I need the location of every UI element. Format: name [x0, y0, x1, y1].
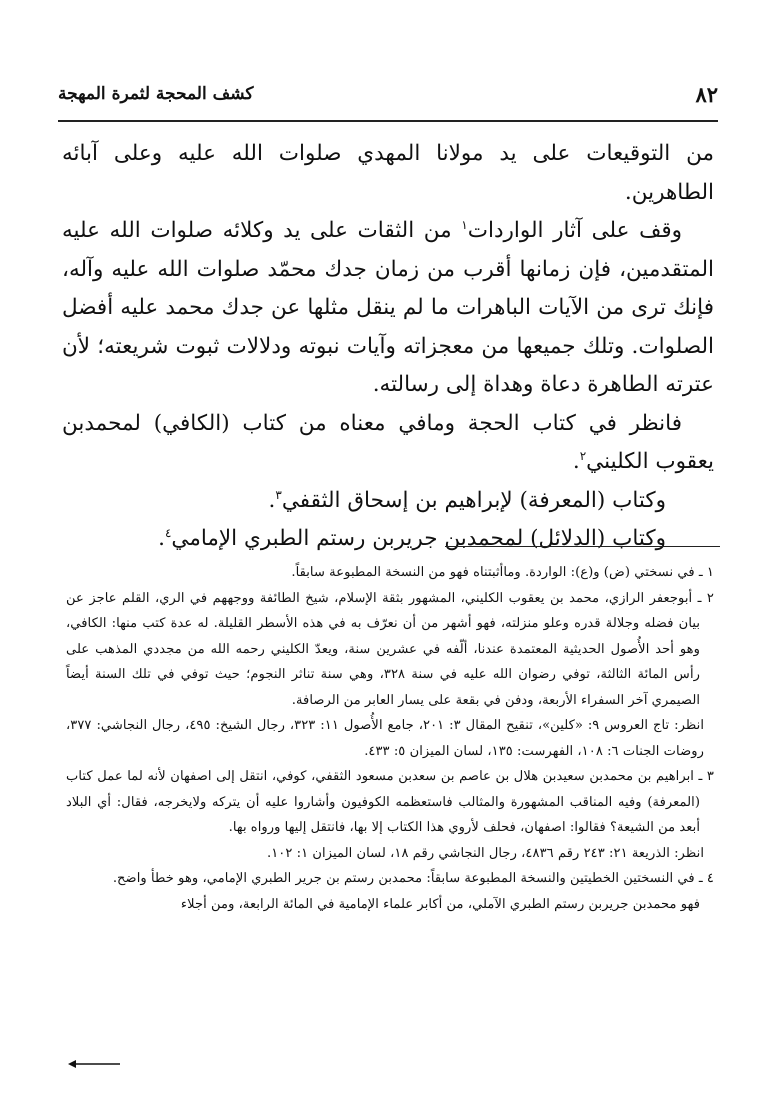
body-paragraph-4-end: .: [268, 487, 276, 513]
footnote-separator: [445, 546, 720, 547]
running-title: كشف المحجة لثمرة المهجة: [58, 84, 254, 104]
body-paragraph-3-end: .: [572, 449, 580, 474]
footnote-3-references: انظر: الذريعة ٢١: ٢٤٣ رقم ٤٨٣٦، رجال النجاشي رقم ١٨، لسان الميزان ١: ١٠٢.: [266, 845, 704, 861]
header-rule: [58, 120, 718, 122]
footnote-1: ١ ـ في نسختي (ض) و(ع): الواردة. وماأثبتناه فهو من النسخة المطبوعة سابقاً.: [291, 565, 714, 580]
footnote-marker-1: ١: [461, 217, 468, 232]
footnote-2-references: انظر: تاج العروس ٩: «كلين»، تنقيح المقال ٣: ٢٠١، جامع الأُصول ١١: ٣٢٣، رجال الشيخ: ٤٩٥، رجال النجاشي: ٣٧٧، روضات الجنات ٦: ١٠٨، الفهرست: ١٣٥، لسان الميزان ٥: ٤٣٣.: [66, 718, 705, 759]
body-paragraph-3: [62, 405, 714, 482]
body-paragraph-4: [62, 482, 714, 521]
body-paragraph-3-text: فانظر في كتاب الحجة ومافي معناه من كتاب (الكافي) لمحمدبن يعقوب الكليني: [62, 410, 714, 474]
body-paragraph-4-text: وكتاب (المعرفة) لإبراهيم بن إسحاق الثقفي: [281, 487, 666, 513]
body-paragraph-5: [62, 520, 714, 559]
footnote-marker-4: ٤: [164, 525, 172, 540]
body-paragraph-5-end: .: [158, 526, 165, 551]
body-paragraph-2-text-a: وقف على آثار الواردات: [467, 218, 683, 243]
main-text: [62, 135, 714, 559]
footnote-3: ٣ ـ ابراهيم بن محمدبن سعيدبن هلال بن عاصم بن سعدبن مسعود الثقفي، كوفي، انتقل إلى اصفهان لأنه لما عمل كتاب (المعرفة) وفيه المناقب المشهورة والمثالب فاستعظمه الكوفيون وأشاروا عليه أن يتركه ولايخرجه، فقال: أي البلاد أبعد من الشيعة؟ فقالوا: اصفهان، فحلف لأروي هذا الكتاب إلا بها، فانتقل إليها ورواه بها.: [66, 769, 714, 835]
body-paragraph-1: من التوقيعات على يد مولانا المهدي صلوات الله عليه وعلى آبائه الطاهرين.: [62, 141, 714, 205]
continuation-arrow-icon: [68, 1058, 120, 1070]
footnote-4-continued: فهو محمدبن جريربن رستم الطبري الآملي، من أكابر علماء الإمامية في المائة الرابعة، ومن أجلاء: [180, 896, 700, 912]
footnote-2: ٢ ـ أبوجعفر الرازي، محمد بن يعقوب الكليني، المشهور بثقة الإسلام، شيخ الطائفة ووجههم في الري، القلم عاجز عن بيان فضله وجلالة قدره وعلو منزلته، فهو أشهر من أن نعرّف به في هذه الأسطر القليلة. له عدة كتب منها: الكافي، وهو أحد الأُصول الحديثية المعتمدة عندنا، ألّفه في عشرين سنة، ويعدّ الكليني رحمه الله من مجددي المذهب على رأس المائة الثالثة، توفي رضوان الله عليه في سنة ٣٢٨، وهي سنة تناثر النجوم؛ حيث توفي في تلك السنة أيضاً الصيمري آخر السفراء الأربعة، ودفن في بقعة على يسار العابر من الرصافة.: [66, 590, 714, 708]
page-header: [58, 82, 718, 118]
footnotes: [66, 560, 714, 917]
body-paragraph-2-text-b: من الثقات على يد وكلائه صلوات الله عليه المتقدمين، فإن زمانها أقرب من زمان جدك محمّد صلوات الله عليه وآله، فإنك ترى من الآيات الباهرات ما لم ينقل مثلها عن جدك محمد عليه أفضل الصلوات. وتلك جميعها من معجزاته وآيات نبوته ودلالات ثبوت شريعته؛ لأن عترته الطاهرة دعاة وهداة إلى رسالته.: [62, 218, 714, 397]
body-paragraph-2: [62, 212, 714, 405]
footnote-marker-2: ٢: [579, 448, 587, 463]
page-number: ٨٢: [695, 82, 718, 107]
footnote-4: ٤ ـ في النسختين الخطيتين والنسخة المطبوعة سابقاً: محمدبن رستم بن جرير الطبري الإمامي، وهو خطأ واضح.: [112, 871, 714, 886]
body-paragraph-5-text: وكتاب (الدلائل) لمحمدبن جريربن رستم الطبري الإمامي: [171, 526, 666, 551]
footnote-marker-3: ٣: [275, 487, 282, 502]
